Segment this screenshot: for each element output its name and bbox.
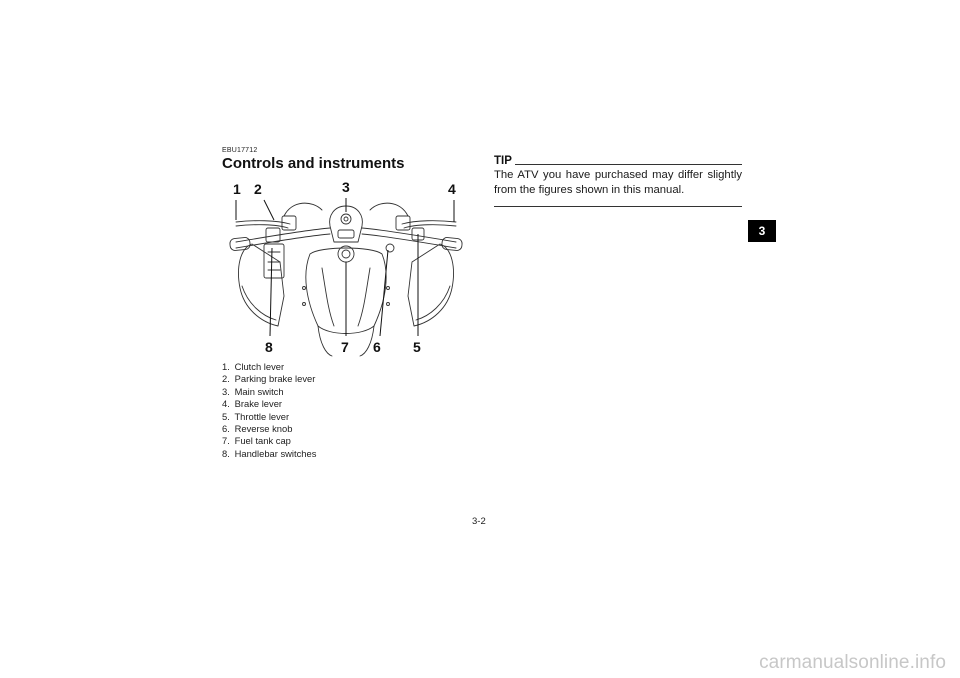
section-title: Controls and instruments [222, 155, 405, 172]
legend-item: 3. Main switch [222, 385, 284, 397]
figure-legend [222, 361, 316, 460]
legend-item: 8. Handlebar switches [222, 447, 317, 459]
right-fender-drawing [408, 244, 454, 326]
callout-1: 1 [233, 181, 241, 197]
callout-8: 8 [265, 339, 273, 355]
callout-2: 2 [254, 181, 262, 197]
legend-item: 2. Parking brake lever [222, 373, 316, 385]
tip-text: The ATV you have purchased may differ slightly from the figures shown in this manual. [494, 169, 742, 196]
page-number: 3-2 [472, 516, 486, 527]
chapter-tab: 3 [748, 220, 776, 242]
legend-item: 5. Throttle lever [222, 410, 290, 422]
callout-5: 5 [413, 339, 421, 355]
tip-box [494, 155, 742, 207]
left-fender-drawing [239, 244, 285, 326]
legend-item: 1. Clutch lever [222, 361, 285, 372]
callout-3: 3 [342, 179, 350, 195]
atv-handlebar-illustration [222, 176, 470, 358]
legend-item: 4. Brake lever [222, 398, 283, 410]
legend-item: 7. Fuel tank cap [222, 435, 291, 447]
tip-bottom-rule [494, 206, 742, 207]
callout-7: 7 [341, 339, 349, 355]
tip-label: TIP [494, 155, 512, 167]
legend-item: 6. Reverse knob [222, 423, 293, 435]
tip-header [494, 155, 742, 167]
reverse-knob-drawing [386, 244, 394, 252]
watermark: carmanualsonline.info [759, 652, 946, 673]
section-code: EBU17712 [222, 147, 258, 154]
tip-rule [515, 164, 742, 165]
callout-6: 6 [373, 339, 381, 355]
callout-4: 4 [448, 181, 456, 197]
